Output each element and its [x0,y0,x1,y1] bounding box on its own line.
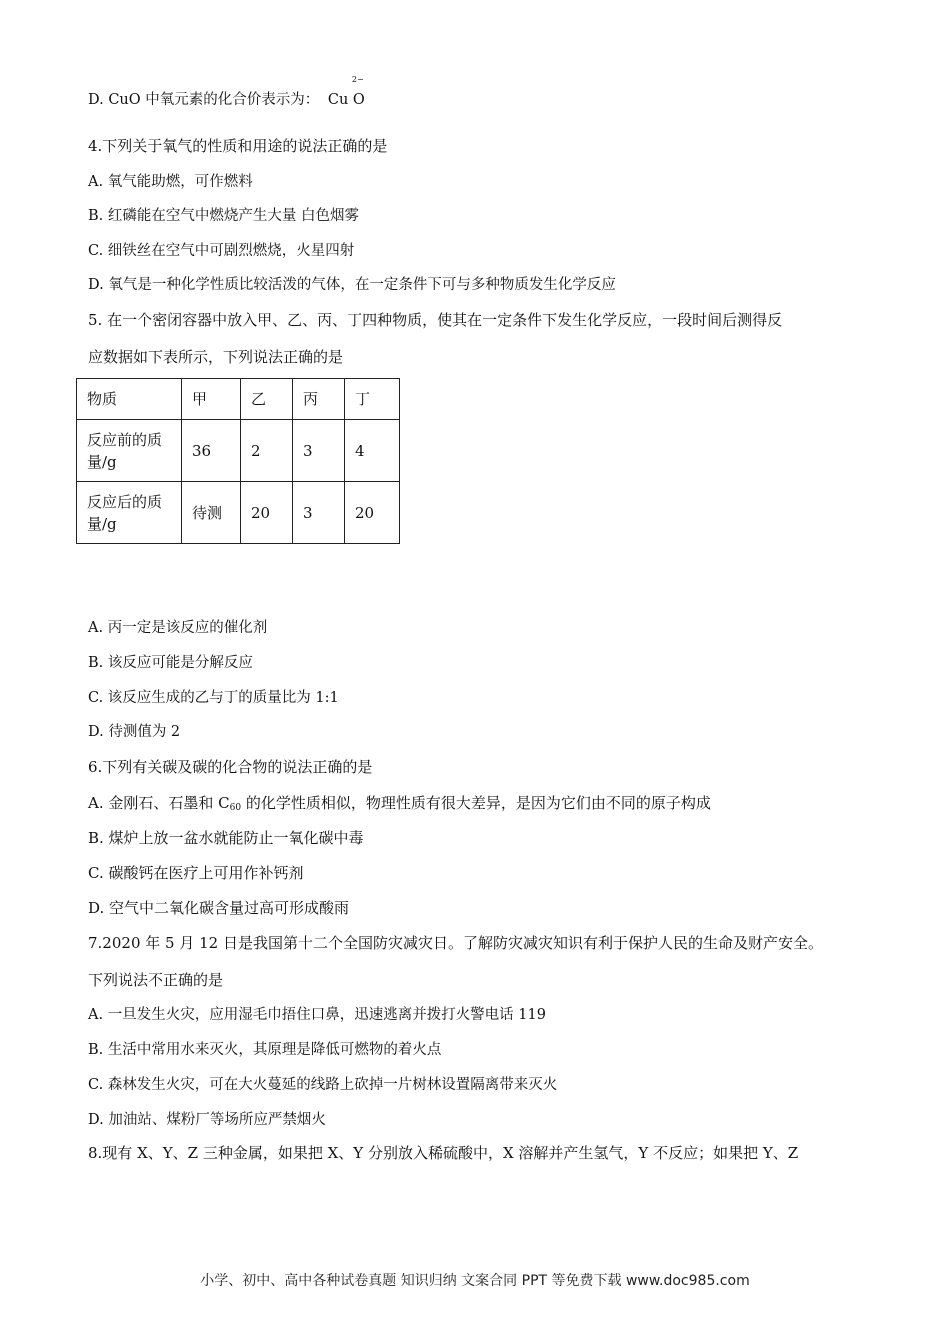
table-header-cell: 物质 [77,379,182,420]
q5-option-a: A. 丙一定是该反应的催化剂 [88,620,268,636]
q7-option-c: C. 森林发生火灾，可在大火蔓延的线路上砍掉一片树林设置隔离带来灭火 [88,1077,558,1093]
table-row-label [77,420,182,482]
q7-stem-line1: 7.2020 年 5 月 12 日是我国第十二个全国防灾减灾日。了解防灾减灾知识有利于保护人民的生命及财产安全。 [88,934,823,952]
table-header-cell: 乙 [241,379,293,420]
q6-option-c: C. 碳酸钙在医疗上可用作补钙剂 [88,864,304,882]
formula-text: Cu O [327,92,365,108]
q6-option-b: B. 煤炉上放一盆水就能防止一氧化碳中毒 [88,829,364,847]
page-footer: 小学、初中、高中各种试卷真题 知识归纳 文案合同 PPT 等免费下载 www.doc985.com [200,1273,750,1289]
table-cell: 20 [345,482,400,544]
q4-option-a: A. 氧气能助燃，可作燃料 [88,174,253,190]
q7-stem-line2: 下列说法不正确的是 [88,971,224,989]
table-header-cell: 丁 [345,379,400,420]
q6-option-a [88,793,711,818]
table-cell: 4 [345,420,400,482]
q4-option-b: B. 红磷能在空气中燃烧产生大量 白色烟雾 [88,208,359,224]
q6-option-d: D. 空气中二氧化碳含量过高可形成酸雨 [88,899,350,917]
q8-stem-line1: 8.现有 X、Y、Z 三种金属，如果把 X、Y 分别放入稀硫酸中，X 溶解并产生氢气，Y 不反应；如果把 Y、Z [88,1144,799,1162]
q5-option-d: D. 待测值为 2 [88,724,181,740]
q6-option-a-pre: A. 金刚石、石墨和 C [88,794,230,812]
q3-option-d-text: D. CuO 中氧元素的化合价表示为： [88,92,320,108]
table-header-cell: 丙 [293,379,345,420]
c60-subscript: 60 [229,803,242,813]
table-row [77,420,400,482]
reaction-data-table [76,378,400,544]
q6-option-a-post: 的化学性质相似，物理性质有很大差异，是因为它们由不同的原子构成 [241,794,711,812]
table-cell: 20 [241,482,293,544]
q7-option-a: A. 一旦发生火灾，应用湿毛巾捂住口鼻，迅速逃离并拨打火警电话 119 [88,1007,546,1023]
q4-stem: 4.下列关于氧气的性质和用途的说法正确的是 [88,137,388,155]
table-header-cell: 甲 [182,379,241,420]
label-line: 量/g [87,514,117,533]
valence-superscript: 2− [351,75,364,84]
label-line: 量/g [87,452,117,471]
q5-option-b: B. 该反应可能是分解反应 [88,655,253,671]
table-row-label [77,482,182,544]
label-line: 反应后的质 [87,492,163,511]
q5-option-c: C. 该反应生成的乙与丁的质量比为 1:1 [88,690,339,706]
q7-option-d: D. 加油站、煤粉厂等场所应严禁烟火 [88,1112,326,1128]
table-row [77,482,400,544]
q6-stem: 6.下列有关碳及碳的化合物的说法正确的是 [88,758,373,776]
table-cell: 2 [241,420,293,482]
table-cell: 36 [182,420,241,482]
q7-option-b: B. 生活中常用水来灭火，其原理是降低可燃物的着火点 [88,1042,442,1058]
table-cell: 3 [293,420,345,482]
q5-stem-line1: 5. 在一个密闭容器中放入甲、乙、丙、丁四种物质，使其在一定条件下发生化学反应，一段时间后测得反 [88,311,783,329]
cuo-valence-formula [327,75,365,110]
label-line: 反应前的质 [87,430,163,449]
q4-option-c: C. 细铁丝在空气中可剧烈燃烧，火星四射 [88,243,355,259]
table-cell: 3 [293,482,345,544]
q3-option-d [88,75,365,110]
table-cell: 待测 [182,482,241,544]
q4-option-d: D. 氧气是一种化学性质比较活泼的气体，在一定条件下可与多种物质发生化学反应 [88,277,616,293]
table-header-row [77,379,400,420]
q5-stem-line2: 应数据如下表所示，下列说法正确的是 [88,348,344,366]
